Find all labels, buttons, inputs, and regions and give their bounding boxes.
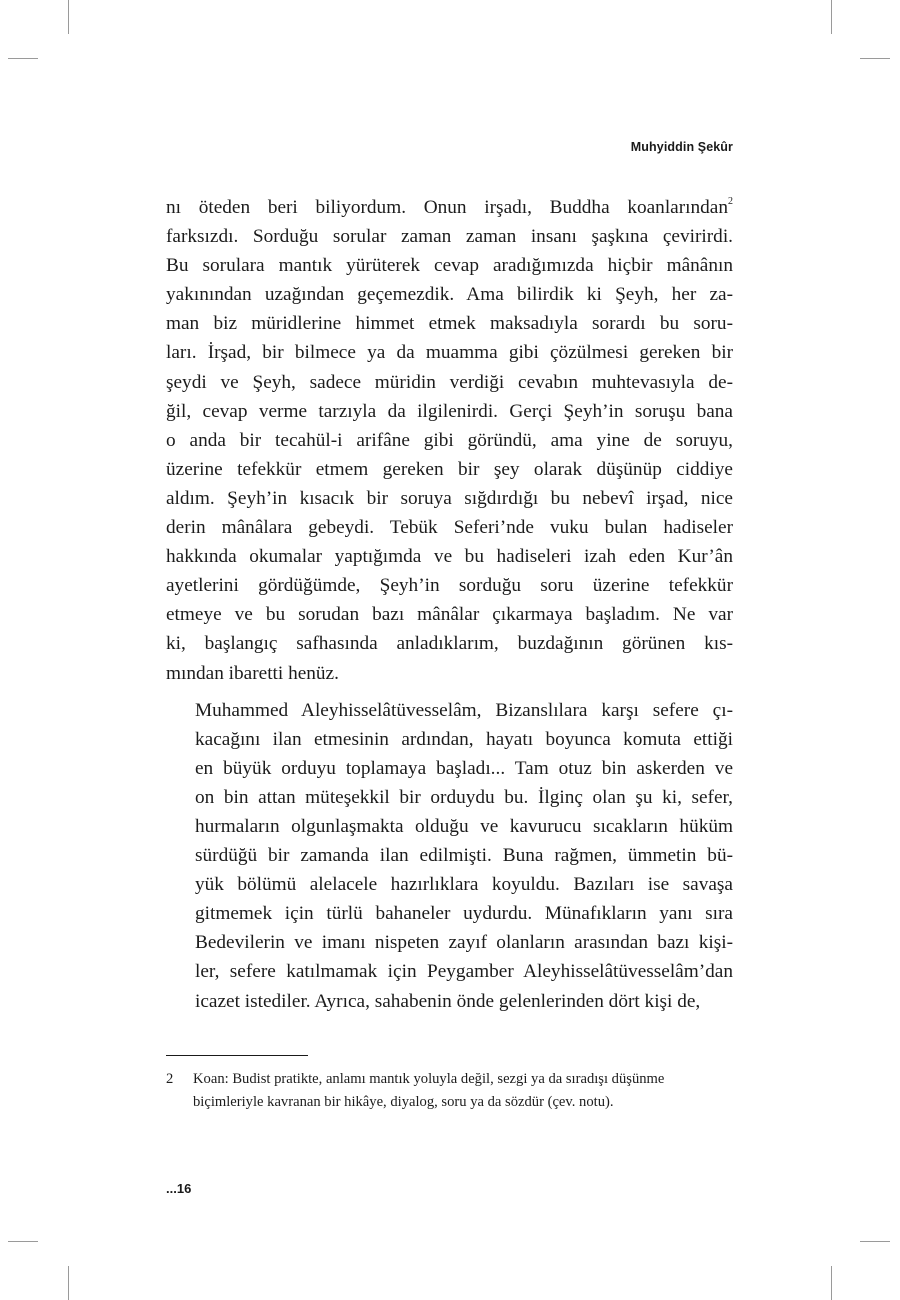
footnote-rule — [166, 1055, 308, 1056]
text-line: ları. İrşad, bir bilmece ya da muamma gibi çözülmesi gereken bir — [166, 342, 733, 364]
text-line: Bedevilerin ve imanı nispeten zayıf olanların arasından bazı kişi- — [195, 932, 733, 954]
text-line: icazet istediler. Ayrıca, sahabenin önde gelenlerinden dört kişi de, — [195, 990, 701, 1012]
text-line: nı öteden beri biliyordum. Onun irşadı, Buddha koanlarından$^2$ — [166, 196, 733, 218]
text-line: derin mânâlara gebeydi. Tebük Seferi’nde vuku bulan hadiseler — [166, 517, 733, 539]
paragraph — [166, 193, 733, 688]
text-line: ğil, cevap verme tarzıyla da ilgilenirdi. Gerçi Şeyh’in soruşu bana — [166, 400, 733, 422]
crop-mark — [860, 58, 890, 59]
text-line: en büyük orduyu toplamaya başladı... Tam otuz bin askerden ve — [195, 757, 733, 779]
crop-mark — [8, 1241, 38, 1242]
footnote-text: Koan: Budist pratikte, anlamı mantık yoluyla değil, sezgi ya da sıradışı düşünme biçimleriyle kavranan bir hikâye, diyalog, soru ya da sözdür (çev. notu). — [193, 1071, 665, 1110]
text-line: man biz müridlerine himmet etmek maksadıyla sorardı bu soru- — [166, 313, 733, 335]
text-line: ki, başlangıç safhasında anladıklarım, buzdağının görünen kıs- — [166, 633, 733, 655]
text-line: o anda bir tecahül-i arifâne gibi göründü, ama yine de soruyu, — [166, 429, 733, 451]
body-text — [166, 193, 733, 1016]
running-head: Muhyiddin Şekûr — [630, 140, 733, 154]
text-line: gitmemek için türlü bahaneler uydurdu. Münafıkların yanı sıra — [195, 903, 733, 925]
footnote — [166, 1068, 733, 1114]
text-line: Bu sorulara mantık yürüterek cevap aradığımızda hiçbir mânânın — [166, 255, 733, 277]
text-line: yakınından uzağından geçemezdik. Ama bilirdik ki Şeyh, her za- — [166, 284, 733, 306]
paragraph — [166, 696, 733, 1016]
crop-mark — [8, 58, 38, 59]
crop-mark — [68, 1266, 69, 1300]
footnote-marker: 2 — [728, 196, 733, 207]
crop-mark — [831, 1266, 832, 1300]
text-line: etmeye ve bu sorudan bazı mânâlar çıkarmaya başladım. Ne var — [166, 604, 733, 626]
text-line: hakkında okumalar yaptığımda ve bu hadiseleri izah eden Kur’ân — [166, 546, 733, 568]
text-line: farksızdı. Sorduğu sorular zaman zaman insanı şaşkına çevirirdi. — [166, 226, 733, 248]
text-line: kacağını ilan etmesinin ardından, hayatı boyunca komuta ettiği — [195, 728, 733, 750]
footnote-number: 2 — [166, 1071, 174, 1087]
text-line: ler, sefere katılmamak için Peygamber Aleyhisselâtüvesselâm’dan — [195, 961, 733, 983]
text-line: hurmaların olgunlaşmakta olduğu ve kavurucu sıcakların hüküm — [195, 815, 733, 837]
text-line: sürdüğü bir zamanda ilan edilmişti. Buna rağmen, ümmetin bü- — [195, 845, 733, 867]
page-number: ...16 — [166, 1181, 192, 1196]
crop-mark — [860, 1241, 890, 1242]
text-line: şeydi ve Şeyh, sadece müridin verdiği cevabın muhtevasıyla de- — [166, 371, 733, 393]
text-line: Muhammed Aleyhisselâtüvesselâm, Bizanslılara karşı sefere çı- — [195, 699, 733, 721]
text-line: aldım. Şeyh’in kısacık bir soruya sığdırdığı bu nebevî irşad, nice — [166, 487, 733, 509]
crop-mark — [831, 0, 832, 34]
text-line: on bin attan müteşekkil bir orduydu bu. İlginç olan şu ki, sefer, — [195, 786, 733, 808]
text-line: yük bölümü alelacele hazırlıklara koyuldu. Bazıları ise savaşa — [195, 874, 733, 896]
text-line: ayetlerini gördüğümde, Şeyh’in sorduğu soru üzerine tefekkür — [166, 575, 733, 597]
text-line: mından ibaretti henüz. — [166, 662, 339, 684]
crop-mark — [68, 0, 69, 34]
text-line: üzerine tefekkür etmem gereken bir şey olarak düşünüp ciddiye — [166, 458, 733, 480]
